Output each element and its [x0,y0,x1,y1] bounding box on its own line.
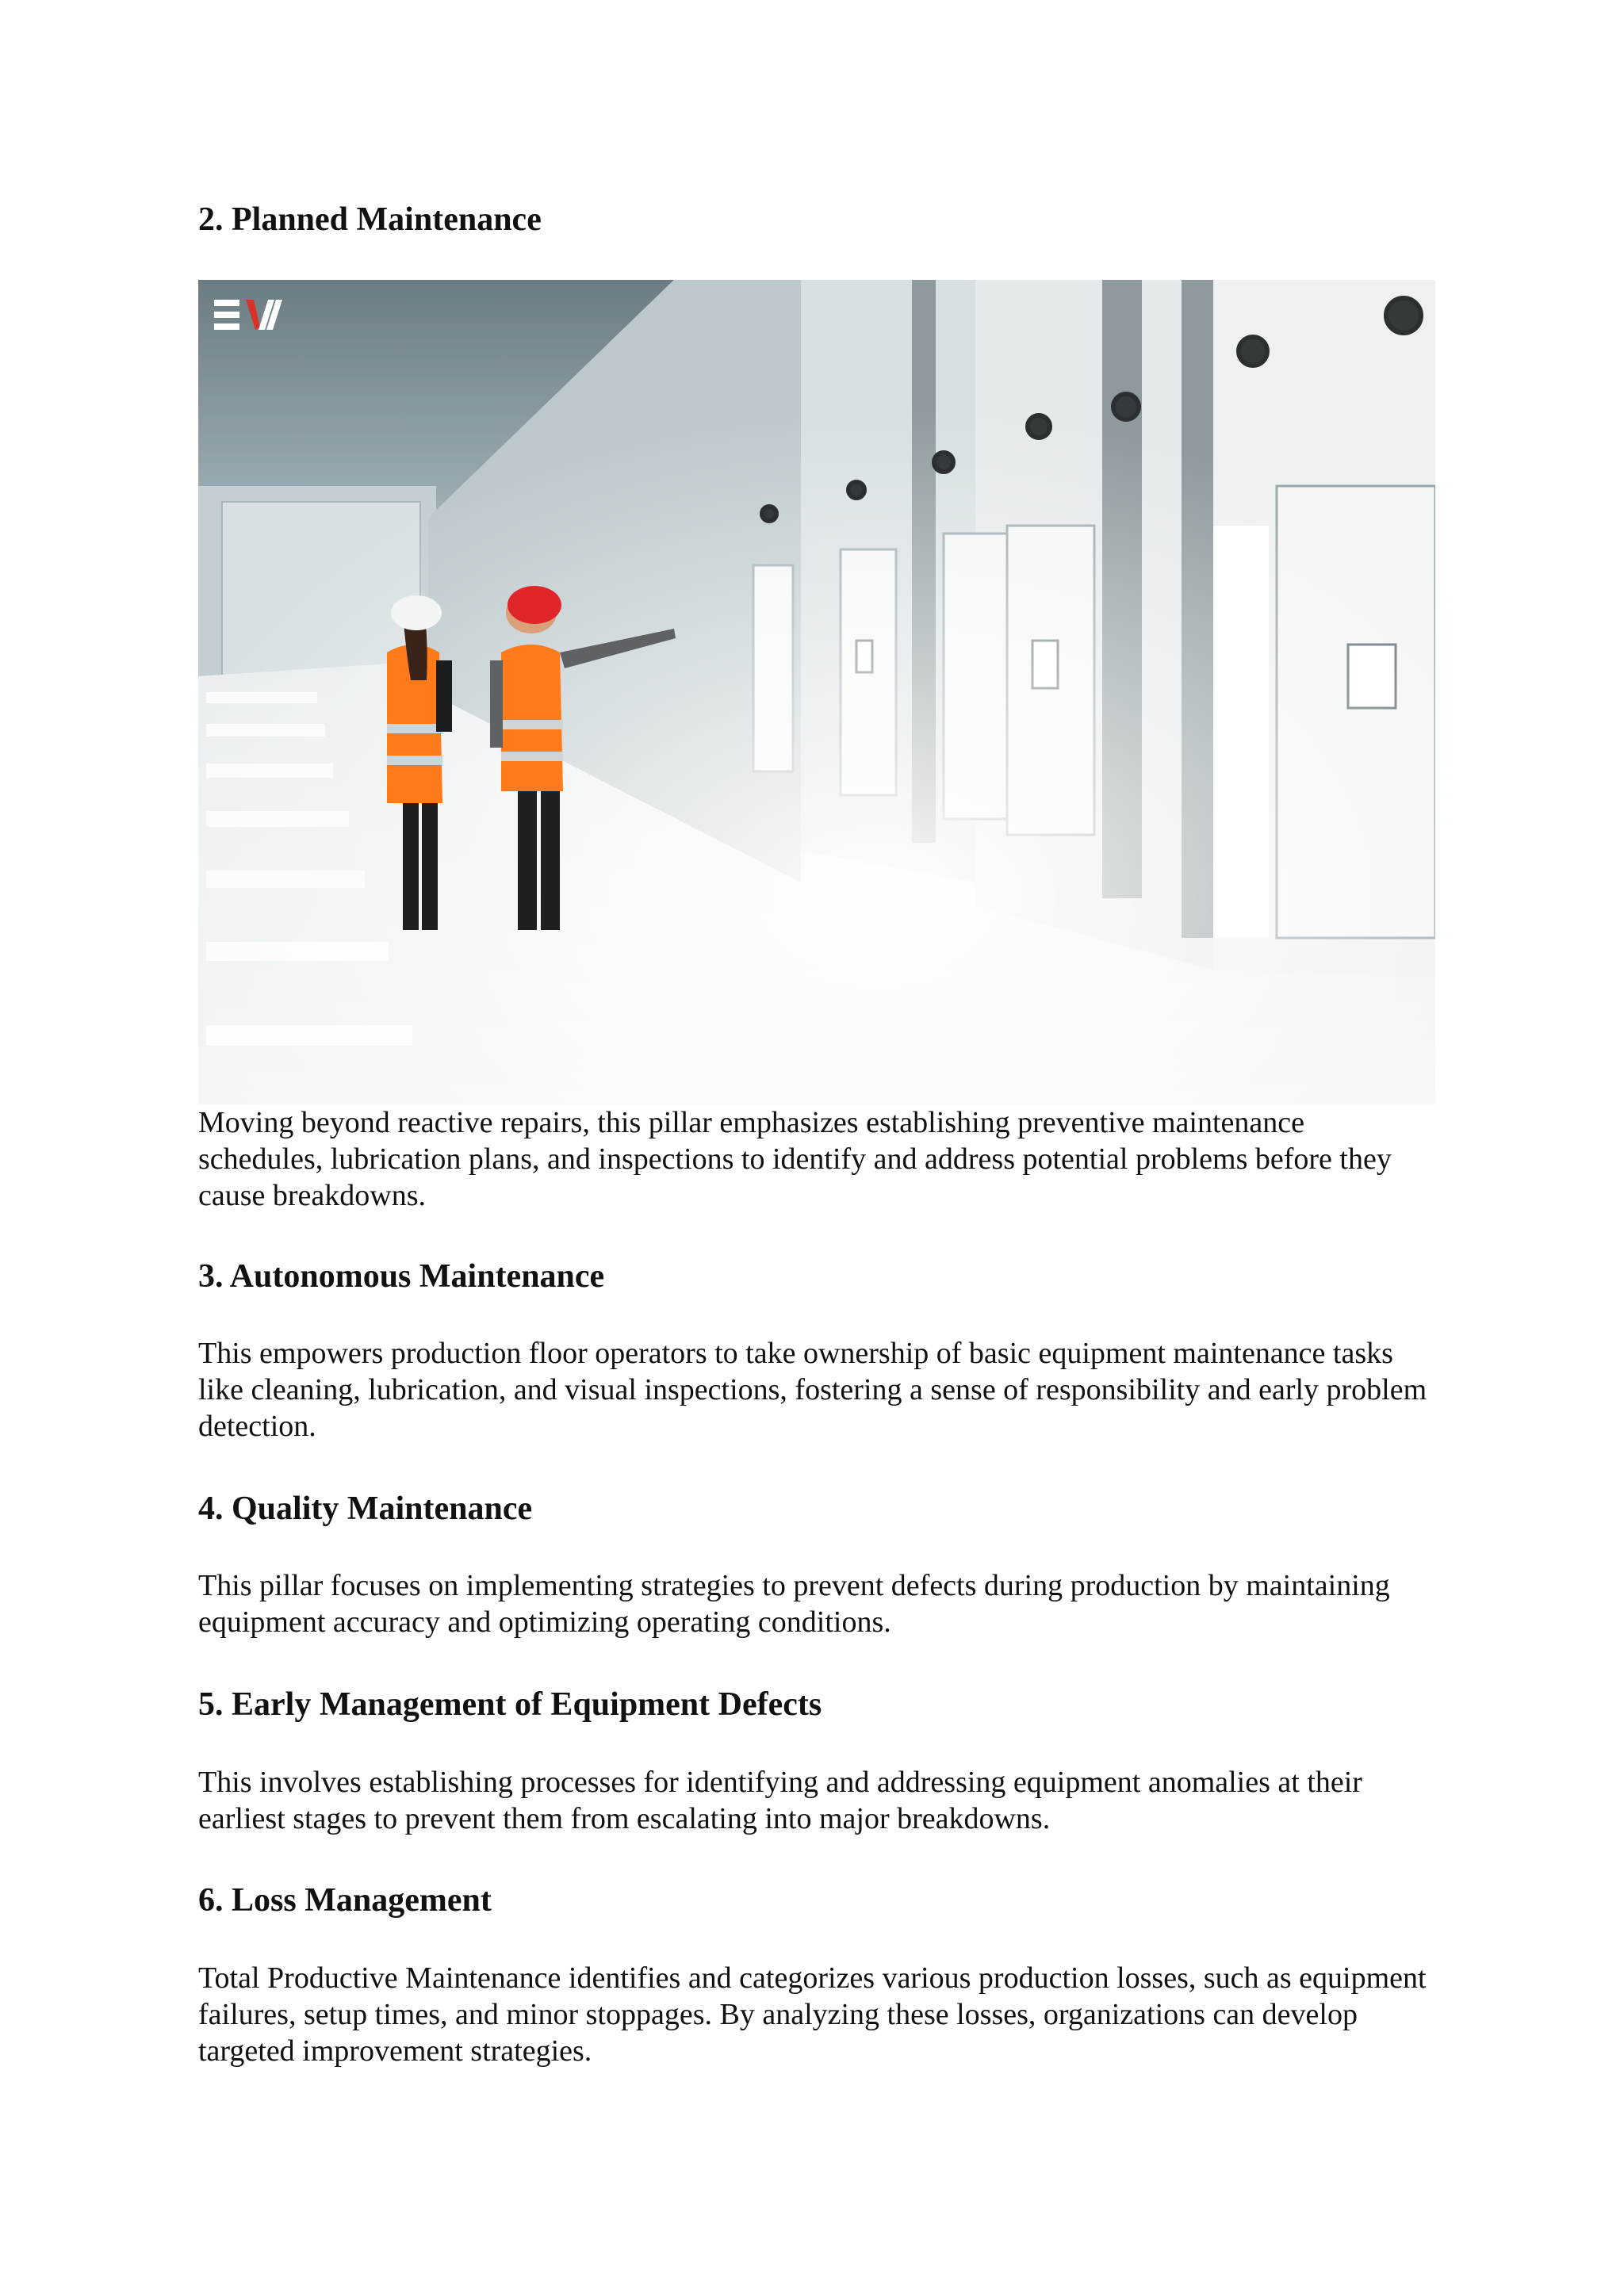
section-body-quality-maintenance: This pillar focuses on implementing strategies to prevent defects during production by maintaining equipment accuracy and optimizing operating conditions. [198,1569,1390,1639]
section-body-early-management: This involves establishing processes for identifying and addressing equipment anomalies at their earliest stages to prevent them from escalating into major breakdowns. [198,1766,1362,1835]
warehouse-photo [198,280,1435,1104]
warehouse-illustration [198,280,1435,1104]
section-heading-planned-maintenance: 2. Planned Maintenance [198,201,542,238]
section-body-loss-management: Total Productive Maintenance identifies and categorizes various production losses, such as equipment failures, setup times, and minor stoppages. By analyzing these losses, organizations can develop targeted improvement strategies. [198,1961,1427,2068]
section-body-planned-maintenance: Moving beyond reactive repairs, this pillar emphasizes establishing preventive maintenance schedules, lubrication plans, and inspections to identify and address potential problems before they cause breakdowns. [198,1106,1392,1212]
section-heading-autonomous-maintenance: 3. Autonomous Maintenance [198,1258,605,1295]
section-heading-early-management: 5. Early Management of Equipment Defects [198,1686,822,1723]
section-heading-quality-maintenance: 4. Quality Maintenance [198,1490,533,1527]
section-body-autonomous-maintenance: This empowers production floor operators to take ownership of basic equipment maintenance tasks like cleaning, lubrication, and visual inspections, fostering a sense of responsibility and early problem detection. [198,1337,1427,1443]
section-heading-loss-management: 6. Loss Management [198,1882,492,1919]
